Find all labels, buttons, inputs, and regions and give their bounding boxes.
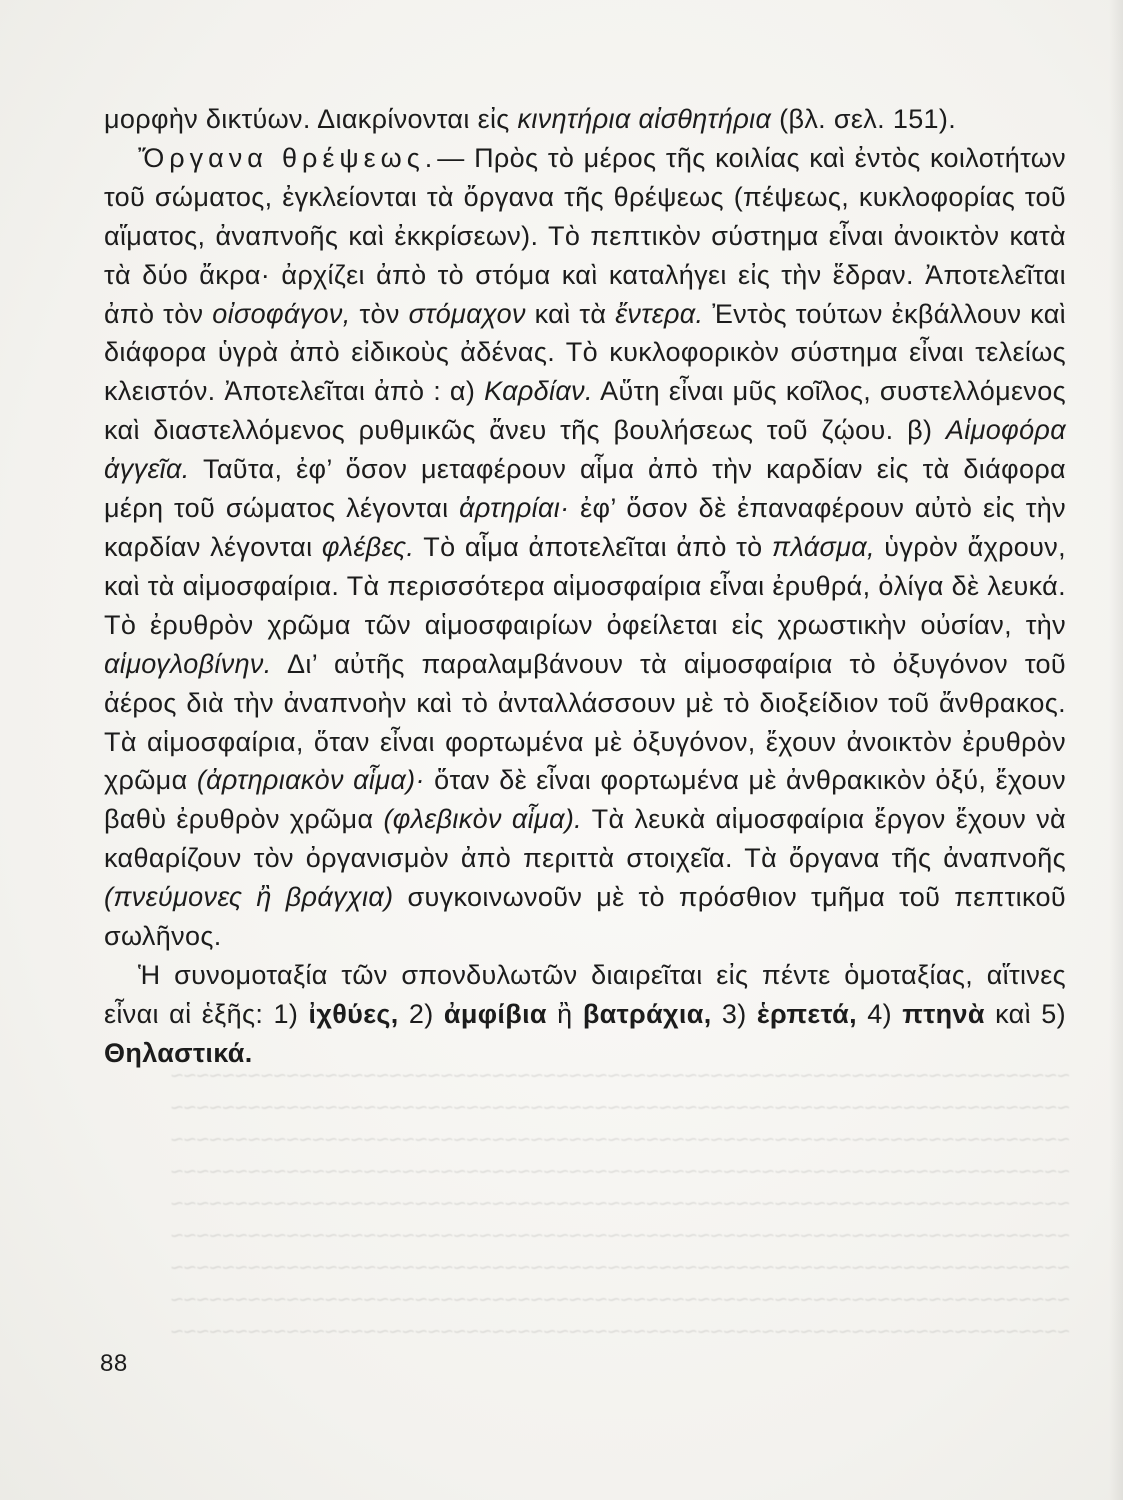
body-text (104, 100, 1066, 1073)
italic-term: οἰσοφάγον, (212, 298, 351, 329)
text-run: Τὸ αἷμα ἀποτελεῖται ἀπὸ τὸ (414, 531, 772, 562)
text-run: 4) (856, 998, 903, 1029)
text-run: ἐφ’ ὅσον δὲ ἐπαναφέρουν αὐτὸ εἰς τὴν καρδίαν λέγονται (104, 493, 1066, 562)
section-heading: Ὄργανα θρέψεως. (138, 142, 438, 173)
bold-term: ἰχθύες, (308, 998, 399, 1029)
text-run: Δι’ αὐτῆς παραλαμβάνουν τὰ αἱμοσφαίρια τὸ ὀξυγόνον τοῦ ἀέρος διὰ τὴν ἀναπνοὴν καὶ τὸ ἀνταλλάσσουν μὲ τὸ διοξείδιον τοῦ ἄνθρακος. Τὰ αἱμοσφαίρια, ὅταν εἶναι φορτωμένα μὲ ὀξυγόνον, ἔχουν ἀνοικτὸν ἐρυθρὸν χρῶμα (104, 648, 1066, 796)
text-run: συγκοινωνοῦν μὲ τὸ πρόσθιον τμῆμα τοῦ πεπτικοῦ σωλῆνος. (104, 882, 1066, 952)
italic-term: στόμαχον (408, 298, 526, 329)
bold-term: βατράχια, (582, 998, 712, 1029)
text-run: Τὰ λευκὰ αἱμοσφαίρια ἔργον ἔχουν νὰ καθαρίζουν τὸν ὀργανισμὸν ἀπὸ περιττὰ στοιχεῖα. Τὰ ὄργανα τῆς ἀναπνοῆς (104, 804, 1067, 874)
text-run: τὸν (350, 298, 409, 329)
italic-term: Αἱμοφόρα ἀγγεῖα. (104, 415, 1066, 485)
italic-term: ἔντερα. (615, 298, 704, 329)
paragraph-vertebrate-nervous (104, 100, 1066, 139)
text-run: (βλ. σελ. 151). (771, 104, 957, 134)
bold-term: πτηνὰ (902, 998, 985, 1029)
italic-term: αἱμογλοβίνην. (104, 648, 272, 679)
text-run: Ταῦτα, ἐφ’ ὅσον μεταφέρουν αἷμα ἀπὸ τὴν καρδίαν εἰς τὰ διάφορα μέρη τοῦ σώματος λέγονται (104, 454, 1066, 524)
text-run: 2) (398, 998, 444, 1029)
text-run: καὶ τὰ (525, 298, 616, 329)
paragraph-nutrition-organs (104, 139, 1066, 956)
italic-term: πλάσμα, (772, 531, 875, 562)
text-run: Ἡ συνομοταξία τῶν σπονδυλωτῶν διαιρεῖται εἰς πέντε ὁμοταξίας, αἵτινες εἶναι αἱ ἑξῆς: 1) (104, 959, 1066, 1029)
text-run: μορφὴν δικτύων. Διακρίνονται εἰς (104, 104, 518, 134)
text-run: Αὕτη εἶναι μῦς κοῖλος, συστελλόμενος καὶ διαστελλόμενος ρυθμικῶς ἄνευ τῆς βουλήσεως τοῦ ζῴου. β) (104, 376, 1066, 446)
paragraph-vertebrate-classes (104, 956, 1066, 1073)
page-edge-shadow (1109, 0, 1123, 1500)
text-run: ἢ (546, 998, 583, 1029)
italic-term: ἀρτηρίαι· (459, 493, 570, 524)
bold-term: ἑρπετά, (756, 998, 857, 1029)
italic-term: φλέβες. (321, 531, 415, 562)
italic-term: κινητήρια αἰσθητήρια (517, 104, 772, 134)
italic-term: (πνεύμονες ἢ βράγχια) (104, 882, 394, 913)
text-run: 3) (711, 998, 757, 1029)
italic-term: (ἀρτηριακὸν αἷμα)· (196, 765, 425, 796)
italic-term: (φλεβικὸν αἷμα). (383, 804, 583, 835)
text-run: — Πρὸς τὸ μέρος τῆς κοιλίας καὶ ἐντὸς κοιλοτήτων τοῦ σώματος, ἐγκλείονται τὰ ὄργανα τῆς θρέψεως (πέψεως, κυκλοφορίας τοῦ αἵματος, ἀναπνοῆς καὶ ἐκκρίσεων). Τὸ πεπτικὸν σύστημα εἶναι ἀνοικτὸν κατὰ τὰ δύο ἄκρα· ἀρχίζει ἀπὸ τὸ στόμα καὶ καταλήγει εἰς τὴν ἕδραν. Ἀποτελεῖται ἀπὸ τὸν (104, 142, 1066, 329)
bold-term: Θηλαστικά. (104, 1037, 253, 1068)
text-run: Ἐντὸς τούτων ἐκβάλλουν καὶ διάφορα ὑγρὰ ἀπὸ εἰδικοὺς ἀδένας. Τὸ κυκλοφορικὸν σύστημα εἶναι τελείως κλειστόν. Ἀποτελεῖται ἀπὸ : α) (104, 298, 1067, 407)
text-run: ὑγρὸν ἄχρουν, καὶ τὰ αἱμοσφαίρια. Τὰ περισσότερα αἱμοσφαίρια εἶναι ἐρυθρά, ὀλίγα δὲ λευκά. Τὸ ἐρυθρὸν χρῶμα τῶν αἱμοσφαιρίων ὀφείλεται εἰς χρωστικὴν οὐσίαν, τὴν (104, 531, 1066, 640)
bold-term: ἀμφίβια (443, 998, 547, 1029)
italic-term: Καρδίαν. (484, 376, 593, 407)
reverse-side-bleed-through: ~~~~~~~~~~~~~~~~~~~~~~~~~~~~~~~~~~~~~~~~~~~~~~~~~~~~~~~~~~~~~~~~~~~~~~ ~~~~~~~~~~~~~~~~~~~~~~~~~~~~~~~~~~~~~~~~~~~~~~~~~~~~~~~~~~~~~~~~~~~~~~ ~~~~~~~~~~~~~~~~~~~~~~~~~~~~~~~~~~~~~~~~~~~~~~~~~~~~~~~~~~~~~~~~~~~~~~ ~~~~~~~~~~~~~~~~~~~~~~~~~~~~~~~~~~~~~~~~~~~~~~~~~~~~~~~~~~~~~~~~~~~~~~ ~~~~~~~~~~~~~~~~~~~~~~~~~~~~~~~~~~~~~~~~~~~~~~~~~~~~~~~~~~~~~~~~~~~~~~ ~~~~~~~~~~~~~~~~~~~~~~~~~~~~~~~~~~~~~~~~~~~~~~~~~~~~~~~~~~~~~~~~~~~~~~ ~~~~~~~~~~~~~~~~~~~~~~~~~~~~~~~~~~~~~~~~~~~~~~~~~~~~~~~~~~~~~~~~~~~~~~ ~~~~~~~~~~~~~~~~~~~~~~~~~~~~~~~~~~~~~~~~~~~~~~~~~~~~~~~~~~~~~~~~~~~~~~ ~~~~~~~~~~~~~~~~~~~~~~~~~~~~~~~~~~~~~~~~~~~~~~~~~~~~~~~~~~~~~~~~~~~~~~ (170, 1063, 1070, 1344)
text-run: καὶ 5) (984, 998, 1066, 1029)
text-run: ὅταν δὲ εἶναι φορτωμένα μὲ ἀνθρακικὸν ὀξύ, ἔχουν βαθὺ ἐρυθρὸν χρῶμα (104, 765, 1066, 835)
page-number: 88 (100, 1350, 128, 1377)
